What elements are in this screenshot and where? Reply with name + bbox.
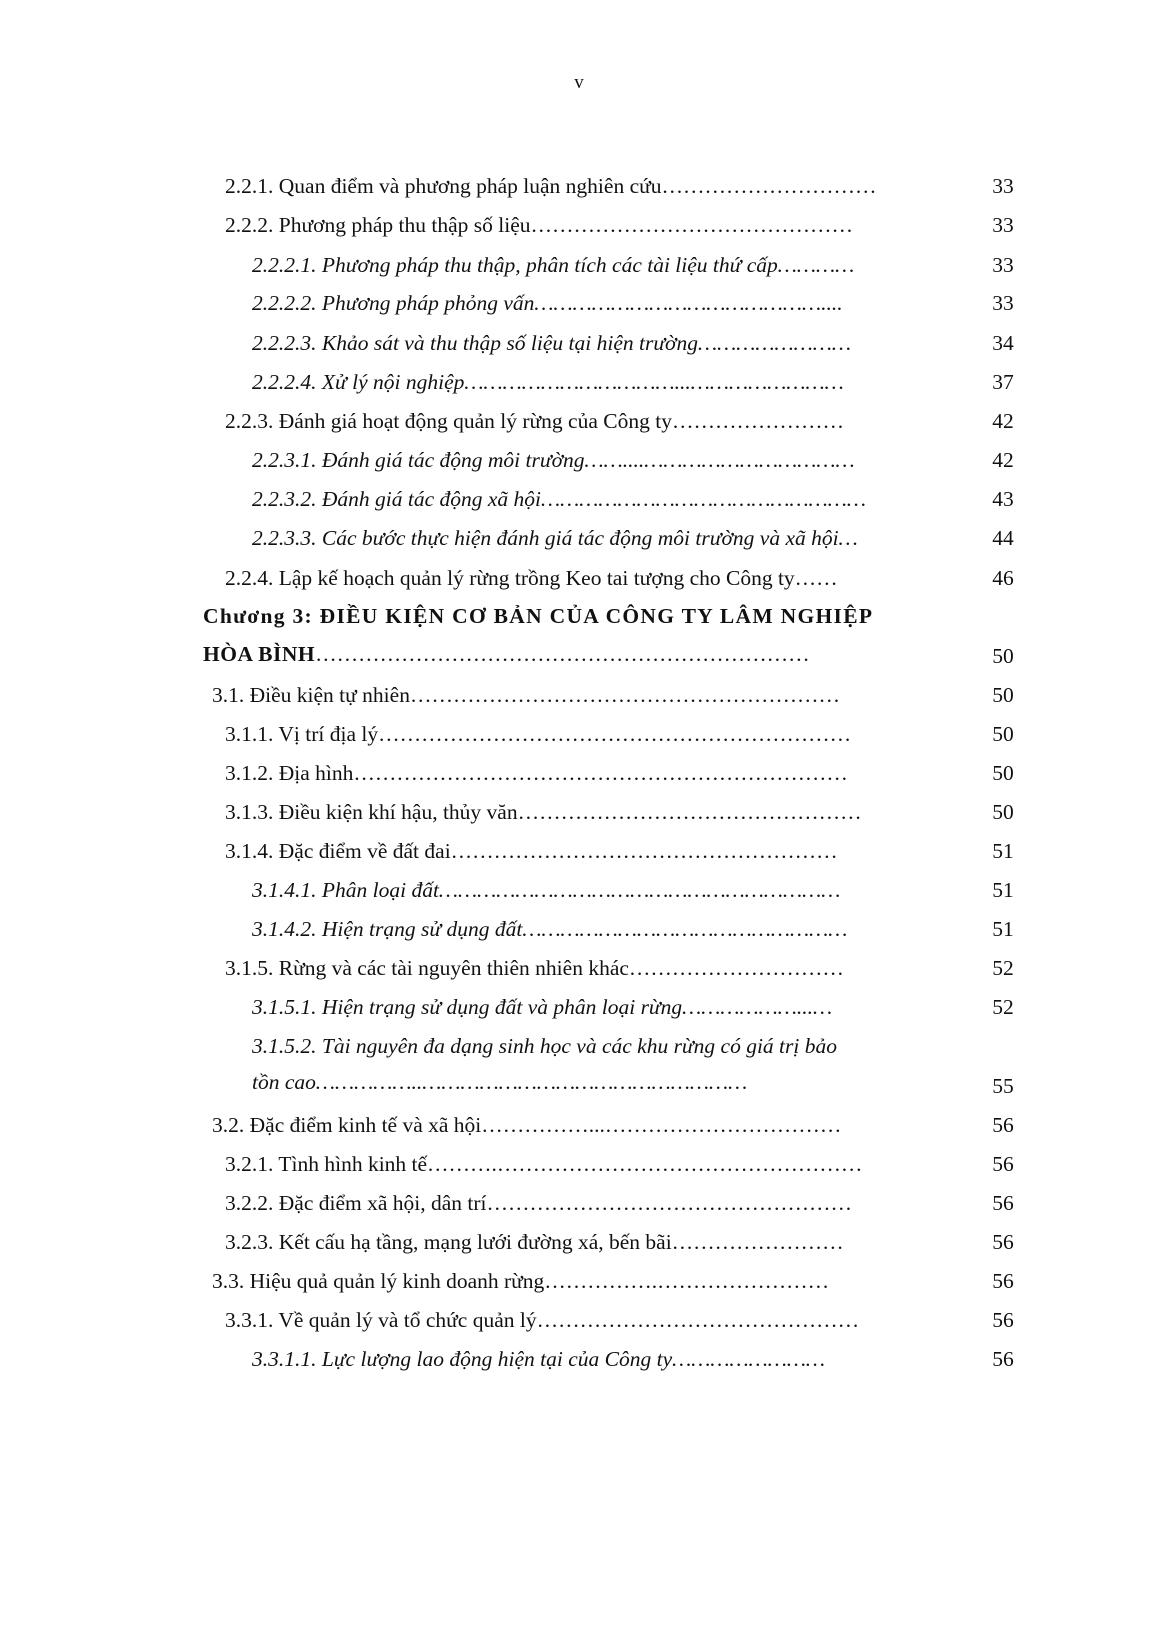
toc-entry-3-1-1[interactable]: 3.1.1. Vị trí địa lý………………………………………………………… bbox=[225, 722, 852, 746]
toc-page-3-1-2: 50 bbox=[992, 761, 1014, 785]
toc-page-3-3: 56 bbox=[992, 1269, 1014, 1293]
toc-page-3-1-4-1: 51 bbox=[992, 878, 1014, 902]
toc-page-2-2-3-3: 44 bbox=[992, 526, 1014, 550]
toc-entry-3-1-4-1[interactable]: 3.1.4.1. Phân loại đất……………………………………………………… bbox=[252, 878, 841, 902]
toc-entry-3-1-4-2[interactable]: 3.1.4.2. Hiện trạng sử dụng đất…………………………………………… bbox=[252, 917, 848, 941]
toc-entry-3-2-2[interactable]: 3.2.2. Đặc điểm xã hội, dân trí…………………………………………… bbox=[225, 1191, 853, 1215]
toc-entry-2-2-3-1[interactable]: 2.2.3.1. Đánh giá tác động môi trường……....…………………………… bbox=[252, 448, 855, 472]
toc-entry-2-2-3-3[interactable]: 2.2.3.3. Các bước thực hiện đánh giá tác động môi trường và xã hội… bbox=[252, 526, 858, 550]
toc-entry-2-2-3[interactable]: 2.2.3. Đánh giá hoạt động quản lý rừng của Công ty…………………… bbox=[225, 409, 844, 433]
toc-page-3-1: 50 bbox=[992, 683, 1014, 707]
toc-page-3-2-1: 56 bbox=[992, 1152, 1014, 1176]
toc-page-3-1-4: 51 bbox=[992, 839, 1014, 863]
page-number: v bbox=[574, 72, 584, 93]
toc-page-2-2-2-2: 33 bbox=[992, 291, 1014, 315]
toc-entry-2-2-2-1[interactable]: 2.2.2.1. Phương pháp thu thập, phân tích các tài liệu thứ cấp………… bbox=[252, 253, 855, 277]
toc-page-2-2-1: 33 bbox=[992, 174, 1014, 198]
toc-page-3-1-5: 52 bbox=[992, 956, 1014, 980]
toc-entry-3-1-4[interactable]: 3.1.4. Đặc điểm về đất đai……………………………………………… bbox=[225, 839, 838, 863]
toc-entry-2-2-4[interactable]: 2.2.4. Lập kế hoạch quản lý rừng trồng Keo tai tượng cho Công ty…… bbox=[225, 566, 838, 590]
toc-page-2-2-3-2: 43 bbox=[992, 487, 1014, 511]
toc-page-3-1-3: 50 bbox=[992, 800, 1014, 824]
toc-page-3-1-1: 50 bbox=[992, 722, 1014, 746]
toc-page-2-2-2-4: 37 bbox=[992, 370, 1014, 394]
toc-page-3-1-5-1: 52 bbox=[992, 995, 1014, 1019]
toc-entry-3-2-1[interactable]: 3.2.1. Tình hình kinh tế……….…………………………………………… bbox=[225, 1152, 863, 1176]
chapter-3-leader: …………………………………………………………… bbox=[315, 642, 810, 666]
toc-entry-3-2[interactable]: 3.2. Đặc điểm kinh tế và xã hội……………...…………………………… bbox=[212, 1113, 842, 1137]
toc-page-3-1-5-2: 55 bbox=[992, 1074, 1014, 1098]
toc-entry-2-2-2[interactable]: 2.2.2. Phương pháp thu thập số liệu……………………………………… bbox=[225, 213, 853, 237]
toc-entry-2-2-3-2[interactable]: 2.2.3.2. Đánh giá tác động xã hội…………………………………………… bbox=[252, 487, 867, 511]
toc-page-3-3-1: 56 bbox=[992, 1308, 1014, 1332]
toc-page-2-2-2: 33 bbox=[992, 213, 1014, 237]
toc-page-chapter-3: 50 bbox=[992, 644, 1014, 668]
toc-entry-3-3[interactable]: 3.3. Hiệu quả quản lý kinh doanh rừng…………….…………………… bbox=[212, 1269, 830, 1293]
toc-page-2-2-4: 46 bbox=[992, 566, 1014, 590]
toc-entry-2-2-2-3[interactable]: 2.2.2.3. Khảo sát và thu thập số liệu tại hiện trường…………………… bbox=[252, 331, 851, 355]
toc-page-3-3-1-1: 56 bbox=[992, 1347, 1014, 1371]
toc-page-2-2-2-3: 34 bbox=[992, 331, 1014, 355]
toc-page-2-2-3-1: 42 bbox=[992, 448, 1014, 472]
toc-entry-2-2-2-2[interactable]: 2.2.2.2. Phương pháp phỏng vấn……………………………………….... bbox=[252, 291, 843, 315]
toc-entry-3-2-3[interactable]: 3.2.3. Kết cấu hạ tầng, mạng lưới đường xá, bến bãi…………………… bbox=[225, 1230, 844, 1254]
toc-entry-2-2-2-4[interactable]: 2.2.2.4. Xử lý nội nghiệp……………………………...…………………… bbox=[252, 370, 844, 394]
toc-page-2-2-2-1: 33 bbox=[992, 253, 1014, 277]
toc-entry-3-1-5-2-cont[interactable]: tồn cao……………..…………………………………………… bbox=[252, 1070, 748, 1094]
toc-page-3-2-3: 56 bbox=[992, 1230, 1014, 1254]
toc-entry-3-1-2[interactable]: 3.1.2. Địa hình…………………………………………………………… bbox=[225, 761, 848, 785]
toc-page-3-2-2: 56 bbox=[992, 1191, 1014, 1215]
toc-entry-3-1-5-2[interactable]: 3.1.5.2. Tài nguyên đa dạng sinh học và các khu rừng có giá trị bảo bbox=[252, 1034, 837, 1058]
toc-entry-3-3-1-1[interactable]: 3.3.1.1. Lực lượng lao động hiện tại của Công ty…………………… bbox=[252, 1347, 826, 1371]
toc-page-3-1-4-2: 51 bbox=[992, 917, 1014, 941]
toc-chapter-3-title[interactable]: Chương 3: ĐIỀU KIỆN CƠ BẢN CỦA CÔNG TY LÂM NGHIỆP bbox=[203, 604, 874, 628]
toc-page-2-2-3: 42 bbox=[992, 409, 1014, 433]
toc-chapter-3-title-cont[interactable] bbox=[203, 640, 911, 668]
toc-entry-2-2-1[interactable]: 2.2.1. Quan điểm và phương pháp luận nghiên cứu………………………… bbox=[225, 174, 877, 198]
toc-page-3-2: 56 bbox=[992, 1113, 1014, 1137]
toc-entry-3-1-5-1[interactable]: 3.1.5.1. Hiện trạng sử dụng đất và phân loại rừng………………...… bbox=[252, 995, 833, 1019]
chapter-3-name: HÒA BÌNH bbox=[203, 642, 316, 666]
toc-entry-3-1-3[interactable]: 3.1.3. Điều kiện khí hậu, thủy văn………………………………………… bbox=[225, 800, 862, 824]
toc-entry-3-3-1[interactable]: 3.3.1. Về quản lý và tổ chức quản lý……………………………………… bbox=[225, 1308, 860, 1332]
toc-entry-3-1-5[interactable]: 3.1.5. Rừng và các tài nguyên thiên nhiên khác………………………… bbox=[225, 956, 844, 980]
toc-entry-3-1[interactable]: 3.1. Điều kiện tự nhiên…………………………………………………… bbox=[212, 683, 840, 707]
